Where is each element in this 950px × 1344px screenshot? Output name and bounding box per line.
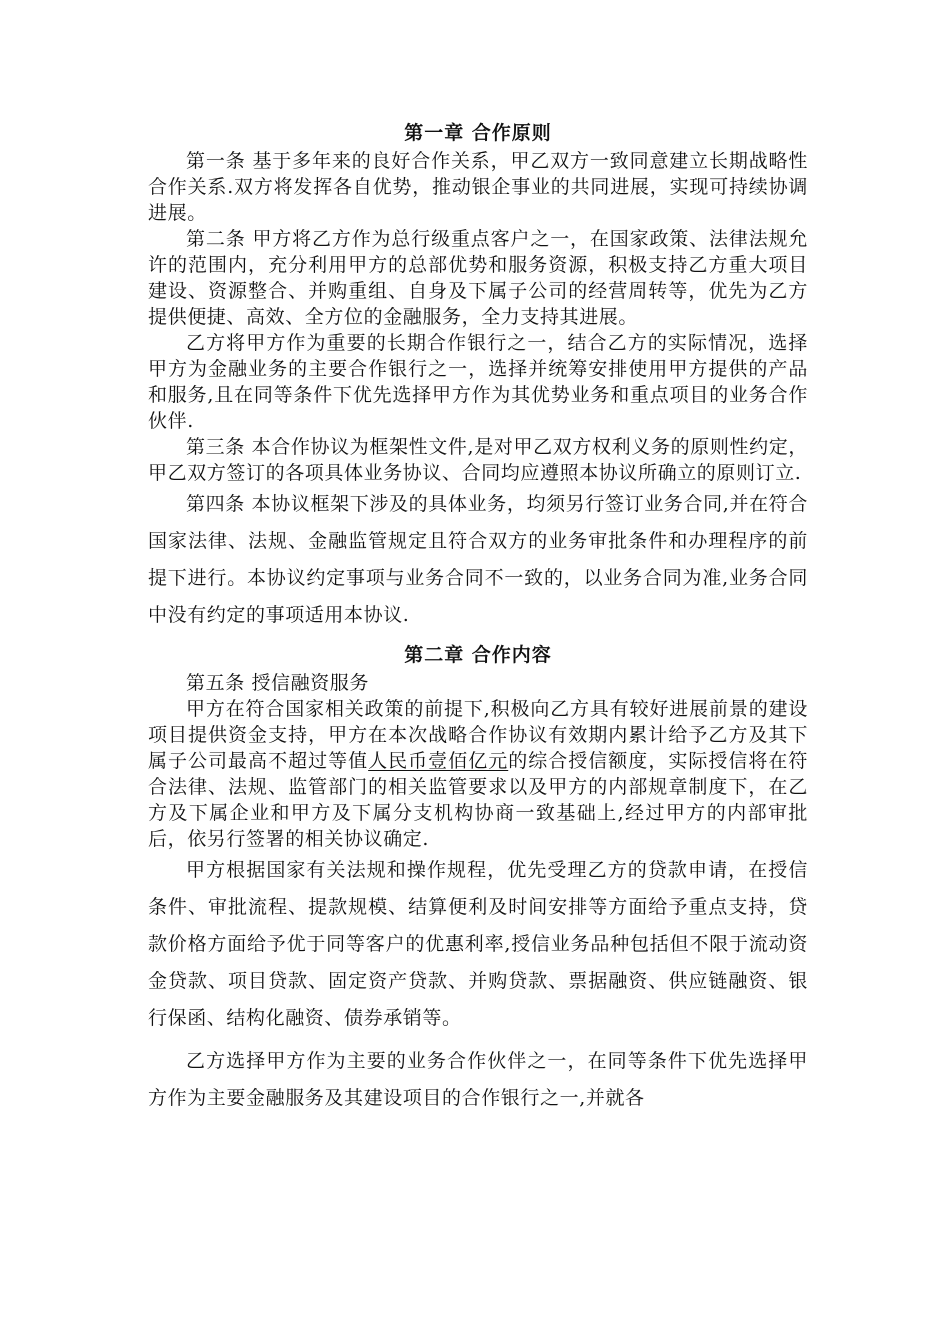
credit-amount: 人民币壹佰亿元 <box>368 750 509 772</box>
article-1: 第一条 基于多年来的良好合作关系，甲乙双方一致同意建立长期战略性合作关系.双方将发挥各自优势，推动银企事业的共同进展，实现可持续协调进展。 <box>148 150 808 224</box>
article-5-paragraph-3: 乙方选择甲方作为主要的业务合作伙伴之一，在同等条件下优先选择甲方作为主要金融服务及其建设项目的合作银行之一,并就各 <box>148 1050 808 1109</box>
article-2: 第二条 甲方将乙方作为总行级重点客户之一，在国家政策、法律法规允许的范围内，充分利用甲方的总部优势和服务资源，积极支持乙方重大项目建设、资源整合、并购重组、自身及下属子公司的经营周转等，优先为乙方提供便捷、高效、全方位的金融服务，全力支持其进展。 <box>148 228 808 328</box>
chapter-1-title: 第一章 合作原则 <box>404 122 552 144</box>
article-4: 第四条 本协议框架下涉及的具体业务，均须另行签订业务合同,并在符合国家法律、法规、金融监管规定且符合双方的业务审批条件和办理程序的前提下进行。本协议约定事项与业务合同不一致的，以业务合同为准,业务合同中没有约定的事项适用本协议. <box>148 493 808 626</box>
chapter-2-title: 第二章 合作内容 <box>404 644 552 666</box>
document-page <box>148 118 808 1117</box>
article-5-title: 第五条 授信融资服务 <box>186 672 370 694</box>
article-5-text-b: 的综合授信额度，实际授信将在符合法律、法规、监管部门的相关监管要求以及甲方的内部规章制度下，在乙方及下属企业和甲方及下属分支机构协商一致基础上,经过甲方的内部审批后，依另行签署的相关协议确定. <box>148 750 808 850</box>
article-5-paragraph-1 <box>148 696 808 852</box>
article-5-paragraph-2: 甲方根据国家有关法规和操作规程，优先受理乙方的贷款申请，在授信条件、审批流程、提款规模、结算便利及时间安排等方面给予重点支持，贷款价格方面给予优于同等客户的优惠利率,授信业务品种包括但不限于流动资金贷款、项目贷款、固定资产贷款、并购贷款、票据融资、供应链融资、银行保函、结构化融资、债券承销等。 <box>148 859 808 1029</box>
article-3: 第三条 本合作协议为框架性文件,是对甲乙双方权利义务的原则性约定，甲乙双方签订的各项具体业务协议、合同均应遵照本协议所确立的原则订立. <box>148 436 808 484</box>
article-5-text-a: 甲方在符合国家相关政策的前提下,积极向乙方具有较好进展前景的建设项目提供资金支持，甲方在本次战略合作协议有效期内累计给予乙方及其下属子公司最高不超过等值 <box>148 698 808 772</box>
article-2-paragraph-2: 乙方将甲方作为重要的长期合作银行之一，结合乙方的实际情况，选择甲方为金融业务的主要合作银行之一，选择并统筹安排使用甲方提供的产品和服务,且在同等条件下优先选择甲方作为其优势业务和重点项目的业务合作伙伴. <box>148 332 808 432</box>
